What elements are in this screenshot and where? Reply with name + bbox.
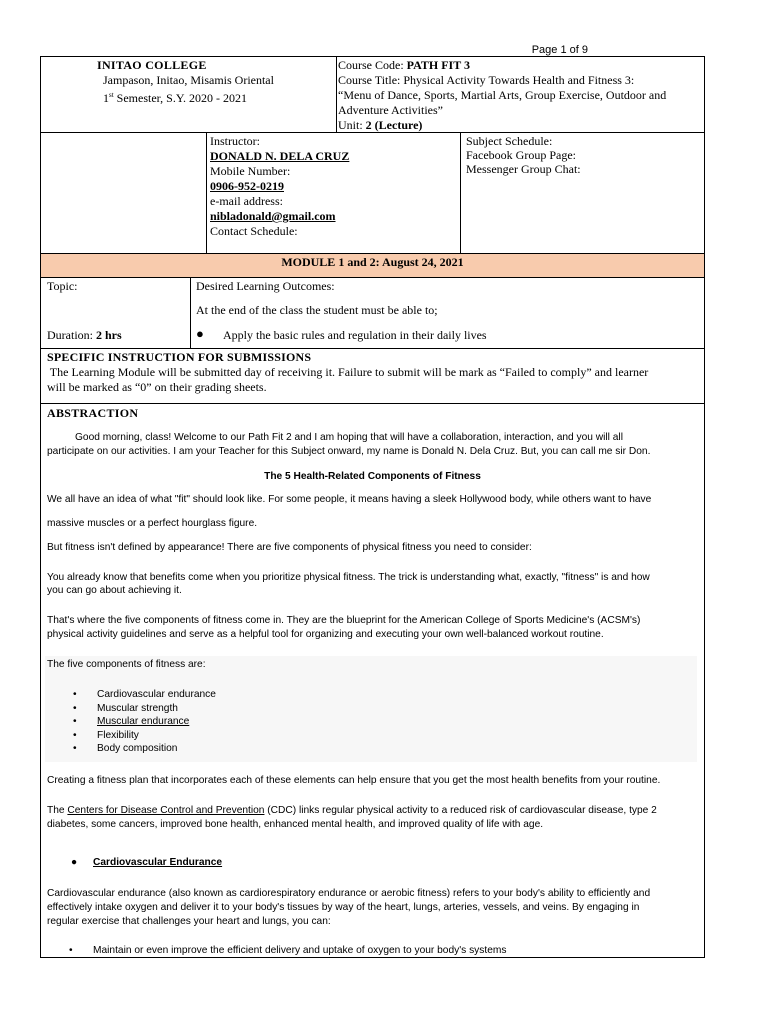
bullet-icon: ●: [196, 326, 204, 341]
messenger-group-label: Messenger Group Chat:: [466, 162, 581, 176]
paragraph-4-line-1: That's where the five components of fitness come in. They are the blueprint for the American College of Sports Medicine's (ACSM's): [47, 615, 641, 626]
subject-schedule-label: Subject Schedule:: [466, 134, 553, 148]
list-item: • Flexibility: [45, 729, 216, 743]
abstraction-box: [40, 403, 705, 958]
course-code: Course Code: PATH FIT 3: [338, 58, 471, 72]
instructions-heading: SPECIFIC INSTRUCTION FOR SUBMISSIONS: [47, 350, 312, 364]
bullet-icon: ●: [71, 857, 78, 868]
cdc-link[interactable]: Centers for Disease Control and Prevention: [67, 805, 265, 816]
abstraction-heading: ABSTRACTION: [47, 406, 139, 420]
paragraph-1-line-1: We all have an idea of what "fit" should look like. For some people, it means having a sleek Hollywood body, while others want to have: [47, 494, 652, 505]
page-number: Page 1 of 9: [531, 44, 588, 56]
section-title: The 5 Health-Related Components of Fitness: [264, 471, 481, 482]
topic-label: Topic:: [47, 279, 78, 293]
topic-table: [40, 277, 705, 349]
paragraph-1-line-2: massive muscles or a perfect hourglass figure.: [47, 518, 258, 529]
duration: Duration: 2 hrs: [47, 328, 122, 342]
paragraph-4-line-2: physical activity guidelines and serve as a helpful tool for organizing and executing your own well-balanced workout routine.: [47, 629, 604, 640]
header-table: [40, 56, 705, 133]
paragraph-3-line-2: you can go about achieving it.: [47, 585, 182, 596]
contact-schedule-label: Contact Schedule:: [210, 224, 298, 238]
paragraph-5: Creating a fitness plan that incorporates each of these elements can help ensure that you get the most health benefits from your routine.: [47, 775, 661, 786]
instructor-label: Instructor:: [210, 134, 260, 148]
facebook-group-label: Facebook Group Page:: [466, 148, 576, 162]
outcomes-label: Desired Learning Outcomes:: [196, 279, 335, 293]
unit: Unit: 2 (Lecture): [338, 118, 423, 132]
email-label: e-mail address:: [210, 194, 283, 208]
mobile-number: 0906-952-0219: [210, 179, 284, 193]
list-item: • Cardiovascular endurance: [45, 688, 216, 702]
list-item: • Muscular strength: [45, 702, 216, 716]
paragraph-6-line-2: diabetes, some cancers, improved bone health, enhanced mental health, and improved quality of life with age.: [47, 819, 544, 830]
instructions-box: [40, 348, 705, 404]
list-item: • Body composition: [45, 742, 216, 756]
instructions-line-2: will be marked as “0” on their grading sheets.: [47, 380, 267, 394]
college-address: Jampason, Initao, Misamis Oriental: [103, 73, 274, 87]
course-title-line-3: Adventure Activities”: [338, 103, 443, 117]
cardio-line-2: effectively intake oxygen and deliver it to your body's tissues by way of the heart, lungs, arteries, vessels, and veins. By engaging in: [47, 902, 640, 913]
instructor-name: DONALD N. DELA CRUZ: [210, 149, 350, 163]
outcome-item-1: Apply the basic rules and regulation in their daily lives: [223, 328, 487, 342]
components-list: [45, 688, 216, 756]
cardio-heading: Cardiovascular Endurance: [93, 857, 223, 868]
outcomes-intro: At the end of the class the student must be able to;: [196, 303, 438, 317]
components-panel: [45, 656, 697, 762]
paragraph-6-line-1: The Centers for Disease Control and Prevention (CDC) links regular physical activity to a reduced risk of cardiovascular disease, type 2: [47, 805, 657, 816]
greeting-line-1: Good morning, class! Welcome to our Path Fit 2 and I am hoping that will have a collaboration, interaction, and you will all: [75, 432, 623, 443]
course-title-line-2: “Menu of Dance, Sports, Martial Arts, Group Exercise, Outdoor and: [338, 88, 667, 102]
paragraph-3-line-1: You already know that benefits come when you prioritize physical fitness. The trick is understanding what, exactly, "fitness" is and how: [47, 572, 650, 583]
list-item[interactable]: • Muscular endurance: [45, 715, 216, 729]
paragraph-2: But fitness isn't defined by appearance! There are five components of physical fitness you need to consider:: [47, 542, 532, 553]
instructor-table: [40, 132, 705, 254]
email-address[interactable]: nibladonald@gmail.com: [210, 209, 336, 223]
components-intro: The five components of fitness are:: [47, 659, 206, 670]
module-title: MODULE 1 and 2: August 24, 2021: [281, 255, 464, 269]
cardio-line-3: regular exercise that challenges your heart and lungs, you can:: [47, 916, 331, 927]
greeting-line-2: participate on our activities. I am your Teacher for this Subject onward, my name is Donald N. Dela Cruz. But, you can call me sir Don.: [47, 446, 651, 457]
semester: 1st Semester, S.Y. 2020 - 2021: [103, 91, 247, 105]
bullet-icon: •: [69, 945, 73, 956]
course-title-line-1: Course Title: Physical Activity Towards Health and Fitness 3:: [338, 73, 635, 87]
college-name: INITAO COLLEGE: [97, 58, 207, 72]
cardio-line-1: Cardiovascular endurance (also known as cardiorespiratory endurance or aerobic fitness) refers to your body's ability to efficiently and: [47, 888, 651, 899]
instructions-line-1: The Learning Module will be submitted day of receiving it. Failure to submit will be mark as “Failed to comply” and learner: [47, 365, 649, 379]
module-band: [40, 253, 705, 278]
cardio-bullet-1: Maintain or even improve the efficient delivery and uptake of oxygen to your body's systems: [93, 945, 507, 956]
mobile-label: Mobile Number:: [210, 164, 291, 178]
